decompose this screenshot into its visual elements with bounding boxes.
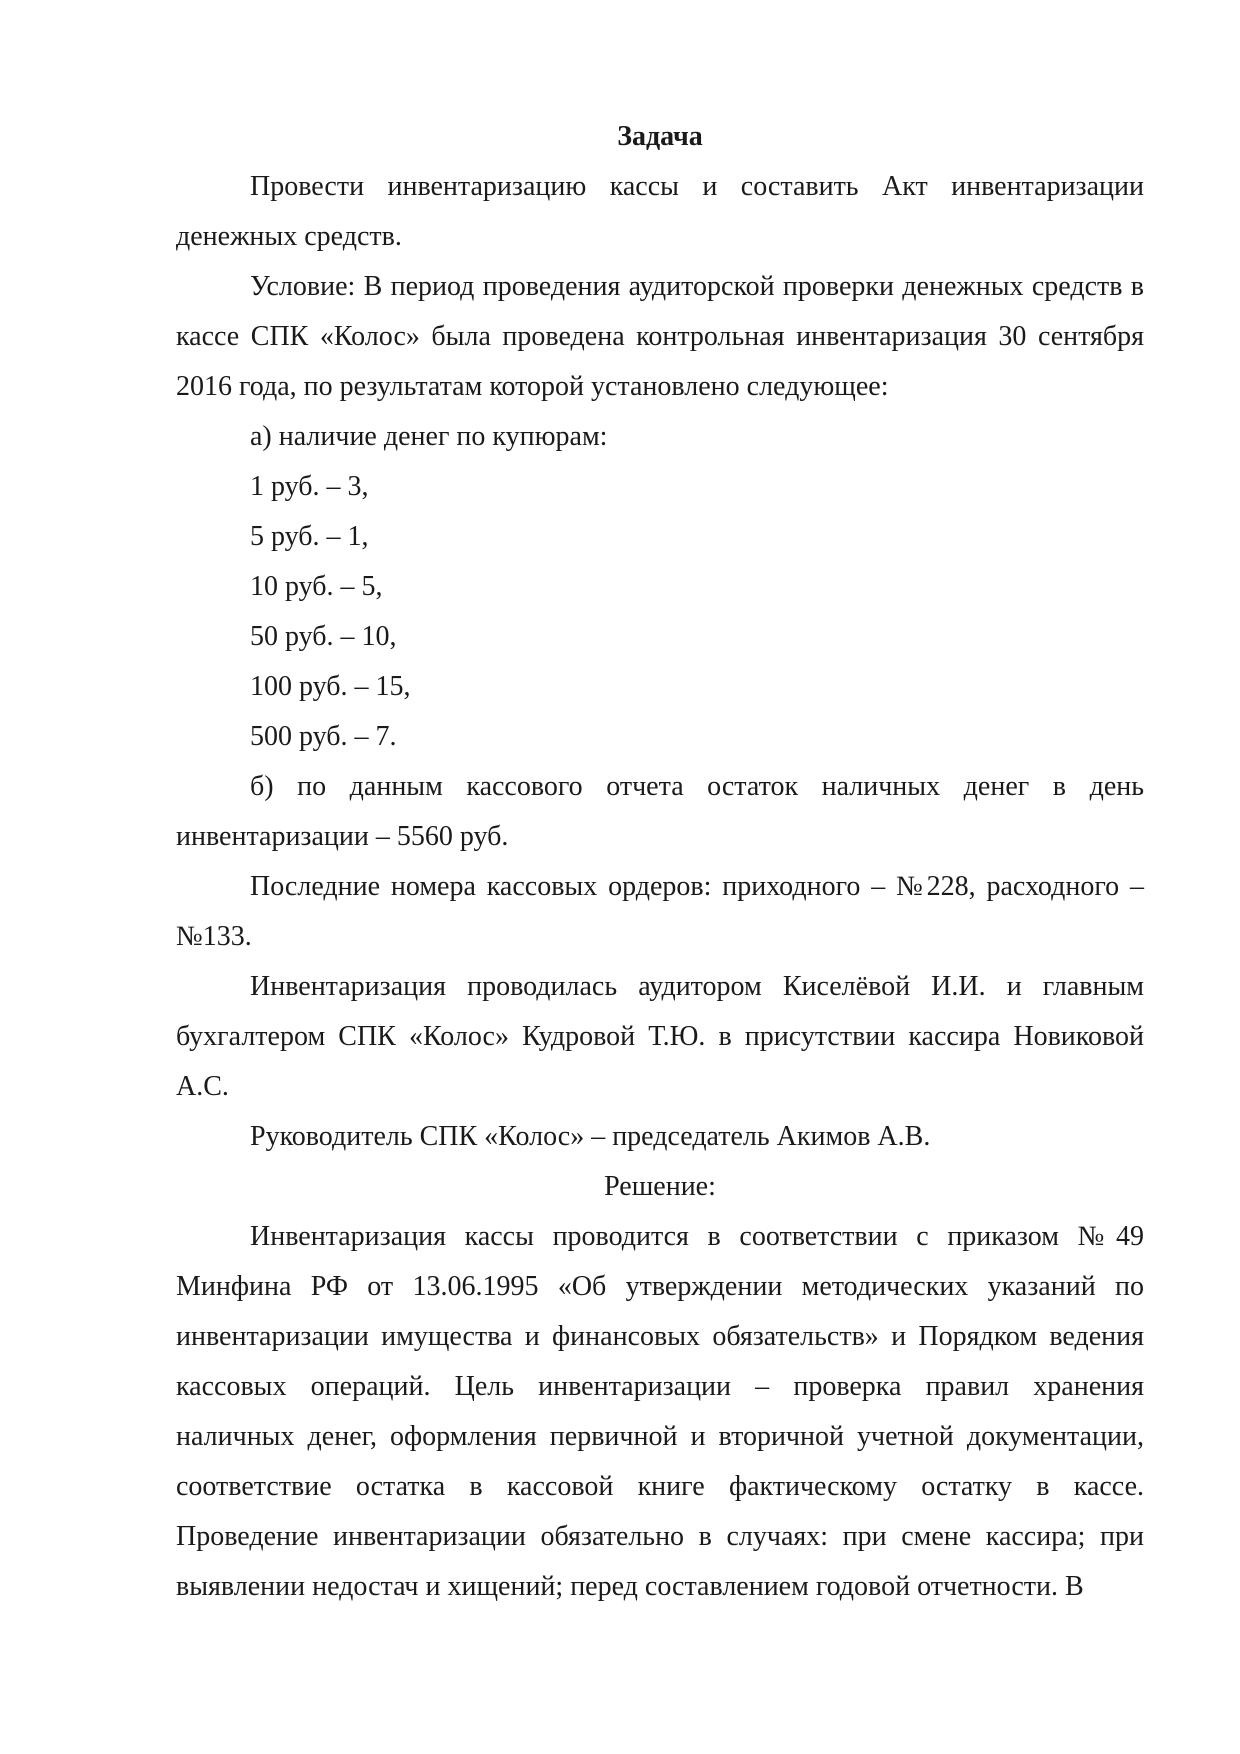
denomination-item: 5 руб. – 1, xyxy=(250,521,369,552)
solution-title: Решение: xyxy=(604,1171,716,1202)
denomination-item: 500 руб. – 7. xyxy=(250,721,397,752)
denomination-item: 50 руб. – 10, xyxy=(250,621,397,652)
orders-paragraph: Последние номера кассовых ордеров: приходного – №228, расходного – №133. xyxy=(176,871,1144,952)
head-paragraph: Руководитель СПК «Колос» – председатель Акимов А.В. xyxy=(250,1121,931,1152)
denomination-item: 100 руб. – 15, xyxy=(250,671,411,702)
inventory-by-paragraph: Инвентаризация проводилась аудитором Киселёвой И.И. и главным бухгалтером СПК «Колос» Кудровой Т.Ю. в присутствии кассира Новиковой А.С. xyxy=(176,971,1144,1102)
task-paragraph: Провести инвентаризацию кассы и составить Акт инвентаризации денежных средств. xyxy=(176,171,1144,252)
cash-report-paragraph: б) по данным кассового отчета остаток наличных денег в день инвентаризации – 5560 руб. xyxy=(176,771,1144,852)
denomination-item: 10 руб. – 5, xyxy=(250,571,383,602)
solution-paragraph: Инвентаризация кассы проводится в соответствии с приказом №49 Минфина РФ от 13.06.1995 «Об утверждении методических указаний по инвентаризации имущества и финансовых обязательств» и Порядком ведения кассовых операций. Цель инвентаризации – проверка правил хранения наличных денег, оформления первичной и вторичной учетной документации, соответствие остатка в кассовой книге фактическому остатку в кассе. Проведение инвентаризации обязательно в случаях: при смене кассира; при выявлении недостач и хищений; перед составлением годовой отчетности. В xyxy=(176,1221,1144,1602)
condition-paragraph: Условие: В период проведения аудиторской проверки денежных средств в кассе СПК «Колос» была проведена контрольная инвентаризация 30 сентября 2016 года, по результатам которой установлено следующее: xyxy=(176,271,1144,402)
denomination-item: 1 руб. – 3, xyxy=(250,471,369,502)
document-body xyxy=(176,112,1144,1612)
cash-header: а) наличие денег по купюрам: xyxy=(250,421,608,452)
document-title: Задача xyxy=(617,121,703,152)
